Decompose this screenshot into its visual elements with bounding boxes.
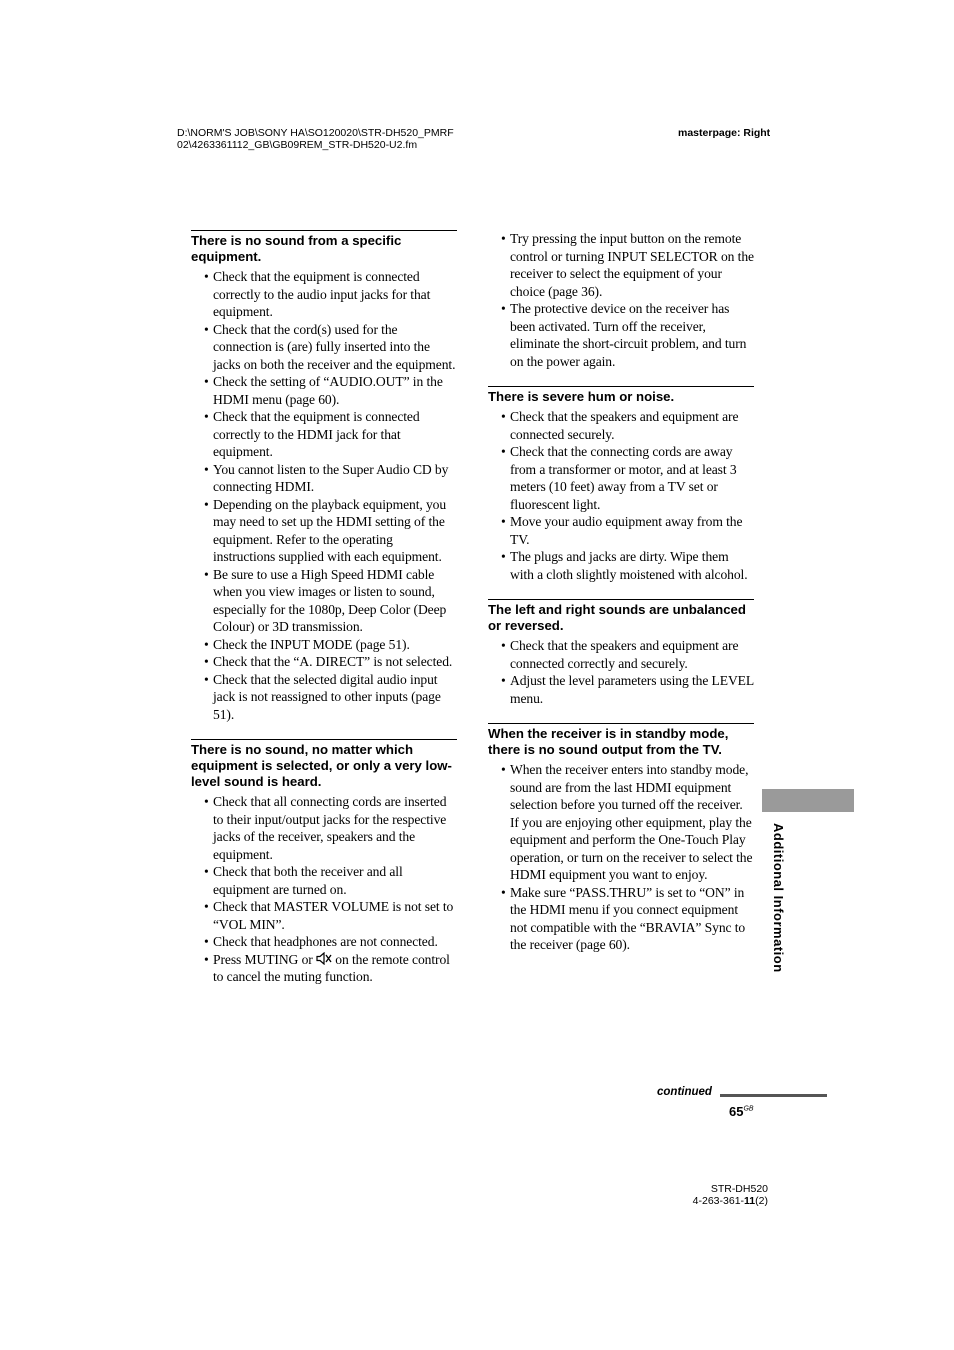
section-title: The left and right sounds are unbalanced or reversed. bbox=[488, 599, 754, 634]
file-path-line-1: D:\NORM'S JOB\SONY HA\SO120020\STR-DH520_PMRF bbox=[177, 127, 454, 139]
list-item: • Be sure to use a High Speed HDMI cable when you view images or listen to sound, especially for the 1080p, Deep Color (Deep Colour) or 3D transmission. bbox=[191, 566, 457, 636]
bullet-list bbox=[488, 408, 754, 583]
list-item: • Move your audio equipment away from the TV. bbox=[488, 513, 754, 548]
list-item: • Check that the equipment is connected correctly to the audio input jacks for that equipment. bbox=[191, 268, 457, 321]
list-item: • Check that headphones are not connected. bbox=[191, 933, 457, 951]
masterpage-label: masterpage: Right bbox=[678, 127, 771, 139]
muting-icon bbox=[316, 952, 332, 967]
muting-text-after: on the remote control to cancel the muting function. bbox=[213, 951, 450, 984]
list-item: • Check that the cord(s) used for the connection is (are) fully inserted into the jacks on both the receiver and the equipment. bbox=[191, 321, 457, 374]
section-no-sound-any bbox=[191, 739, 457, 986]
section-standby-no-tv-sound bbox=[488, 723, 754, 954]
list-item: • Check that all connecting cords are inserted to their input/output jacks for the respective jacks of the receiver, speakers and the equipment. bbox=[191, 793, 457, 863]
side-tab-label: Additional Information bbox=[771, 823, 786, 973]
footer-code-suffix: (2) bbox=[755, 1195, 768, 1207]
list-item: • Check that both the receiver and all equipment are turned on. bbox=[191, 863, 457, 898]
section-hum-noise bbox=[488, 386, 754, 583]
footer-model-code bbox=[686, 1183, 768, 1207]
bullet-list bbox=[488, 230, 754, 370]
list-item: • Check that the connecting cords are away from a transformer or motor, and at least 3 meters (10 feet) away from a TV set or fluorescent light. bbox=[488, 443, 754, 513]
bullet-list bbox=[191, 268, 457, 723]
list-item: • Check that the equipment is connected correctly to the HDMI jack for that equipment. bbox=[191, 408, 457, 461]
continued-label: continued bbox=[657, 1086, 712, 1098]
bullet-list bbox=[191, 793, 457, 986]
section-continued-items bbox=[488, 230, 754, 370]
file-path-line-2: 02\4263361112_GB\GB09REM_STR-DH520-U2.fm bbox=[177, 139, 418, 151]
list-item: • Check that the “A. DIRECT” is not selected. bbox=[191, 653, 457, 671]
file-path-header bbox=[177, 127, 454, 151]
list-item: • You cannot listen to the Super Audio CD by connecting HDMI. bbox=[191, 461, 457, 496]
section-title: There is no sound, no matter which equipment is selected, or only a very low-level sound is heard. bbox=[191, 739, 457, 790]
footer-code bbox=[686, 1195, 768, 1207]
page-number-suffix: GB bbox=[743, 1105, 754, 1113]
list-item: • Make sure “PASS.THRU” is set to “ON” in the HDMI menu if you connect equipment not compatible with the “BRAVIA” Sync to the receiver (page 60). bbox=[488, 884, 754, 954]
list-item: • Check the INPUT MODE (page 51). bbox=[191, 636, 457, 654]
list-item: • Check that the speakers and equipment are connected correctly and securely. bbox=[488, 637, 754, 672]
page-number bbox=[729, 1104, 754, 1119]
page-number-value: 65 bbox=[729, 1104, 744, 1119]
continued-rule bbox=[720, 1094, 827, 1097]
list-item: • Check that the speakers and equipment are connected securely. bbox=[488, 408, 754, 443]
list-item-muting bbox=[191, 951, 457, 986]
section-tab-marker bbox=[762, 789, 854, 812]
section-no-sound-specific bbox=[191, 230, 457, 723]
footer-code-bold: 11 bbox=[744, 1195, 756, 1207]
bullet-list bbox=[488, 761, 754, 954]
muting-text-before: Press MUTING or bbox=[213, 951, 316, 967]
list-item: • Adjust the level parameters using the LEVEL menu. bbox=[488, 672, 754, 707]
section-title: When the receiver is in standby mode, there is no sound output from the TV. bbox=[488, 723, 754, 758]
section-title: There is no sound from a specific equipment. bbox=[191, 230, 457, 265]
list-item: • Depending on the playback equipment, you may need to set up the HDMI setting of the equipment. Refer to the operating instructions supplied with each equipment. bbox=[191, 496, 457, 566]
list-item: • Check that MASTER VOLUME is not set to “VOL MIN”. bbox=[191, 898, 457, 933]
footer-code-prefix: 4-263-361- bbox=[692, 1195, 745, 1207]
list-item: • Try pressing the input button on the remote control or turning INPUT SELECTOR on the receiver to select the equipment of your choice (page 36). bbox=[488, 230, 754, 300]
footer-model: STR-DH520 bbox=[710, 1183, 768, 1195]
list-item: • The plugs and jacks are dirty. Wipe them with a cloth slightly moistened with alcohol. bbox=[488, 548, 754, 583]
list-item: • When the receiver enters into standby mode, sound are from the last HDMI equipment selection before you turned off the receiver. If you are enjoying other equipment, play the equipment and perform the One-Touch Play operation, or turn on the receiver to select the HDMI equipment you want to enjoy. bbox=[488, 761, 754, 884]
bullet-list bbox=[488, 637, 754, 707]
section-unbalanced bbox=[488, 599, 754, 707]
right-column bbox=[488, 230, 754, 970]
left-column bbox=[191, 230, 457, 1002]
list-item: • The protective device on the receiver has been activated. Turn off the receiver, eliminate the short-circuit problem, and turn on the power again. bbox=[488, 300, 754, 370]
list-item: • Check the setting of “AUDIO.OUT” in the HDMI menu (page 60). bbox=[191, 373, 457, 408]
section-title: There is severe hum or noise. bbox=[488, 386, 754, 405]
list-item: • Check that the selected digital audio input jack is not reassigned to other inputs (page 51). bbox=[191, 671, 457, 724]
